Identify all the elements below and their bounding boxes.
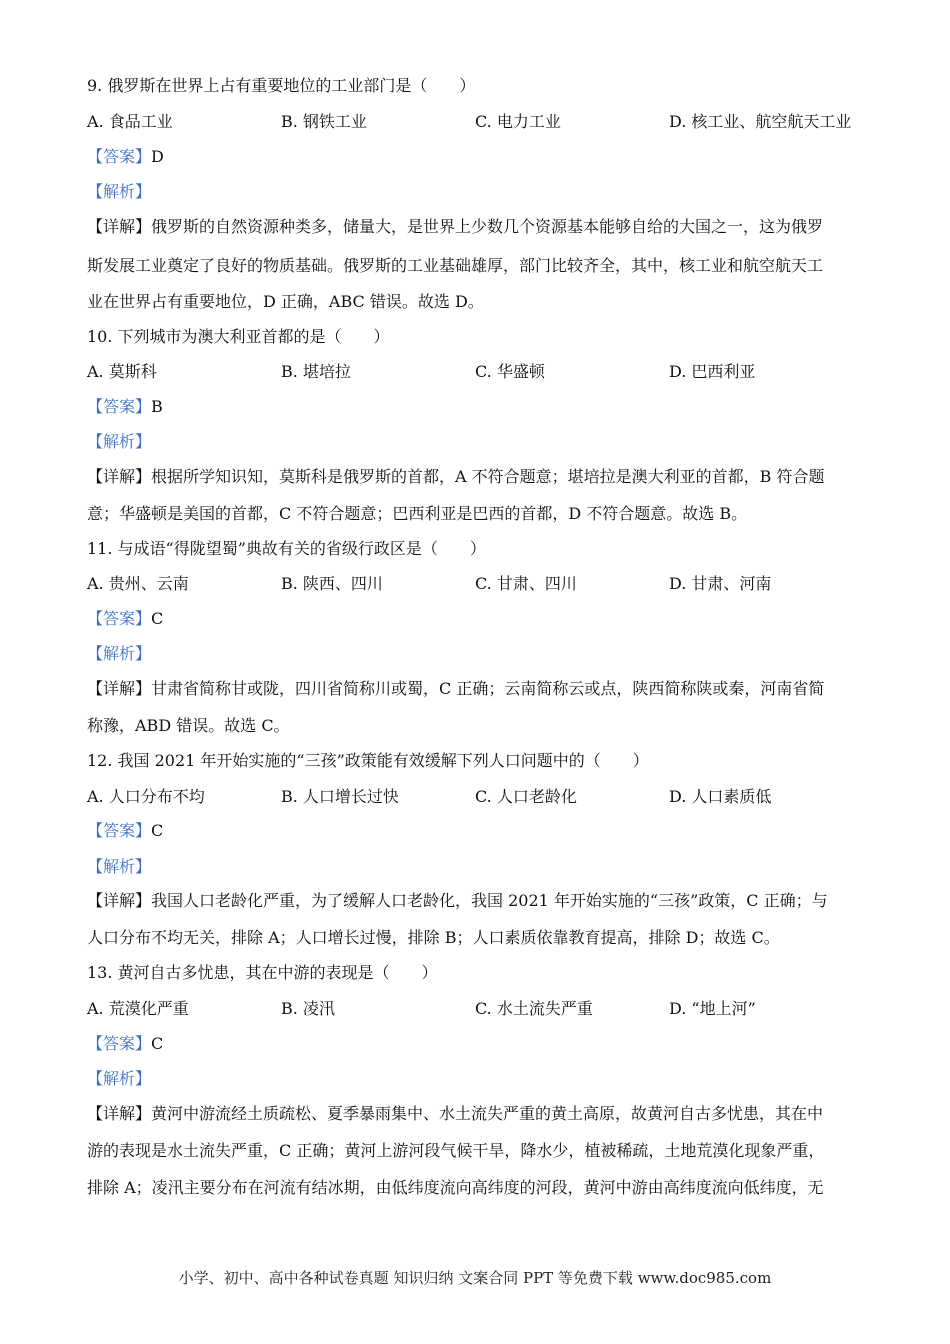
question-stem: 11. 与成语“得陇望蜀”典故有关的省级行政区是（ ）: [87, 539, 486, 558]
detail-line: [87, 891, 828, 911]
option-a: A. 莫斯科: [87, 362, 157, 381]
option-c: C. 电力工业: [475, 112, 561, 131]
option-a: A. 人口分布不均: [87, 787, 205, 806]
option-b: B. 钢铁工业: [281, 112, 367, 131]
analysis-label: 【解析】: [87, 1069, 152, 1088]
detail-label: 【详解】: [87, 1104, 152, 1123]
detail-text: 业在世界占有重要地位，D 正确，ABC 错误。故选 D。: [87, 292, 484, 311]
answer-value: C: [151, 1034, 164, 1053]
detail-text: 俄罗斯的自然资源种类多，储量大，是世界上少数几个资源基本能够自给的大国之一，这为俄罗: [151, 217, 824, 236]
option-d: D. 人口素质低: [669, 787, 772, 806]
analysis-label: 【解析】: [87, 644, 152, 663]
option-d: D. 巴西利亚: [669, 362, 756, 381]
detail-text: 甘肃省简称甘或陇，四川省简称川或蜀，C 正确；云南简称云或点，陕西简称陕或秦，河南省简: [151, 679, 825, 698]
answer-label: 【答案】: [87, 147, 152, 166]
question-stem: 12. 我国 2021 年开始实施的“三孩”政策能有效缓解下列人口问题中的（ ）: [87, 751, 649, 770]
option-b: B. 堪培拉: [281, 362, 351, 381]
option-a: A. 荒漠化严重: [87, 999, 189, 1018]
answer-label: 【答案】: [87, 1034, 152, 1053]
detail-label: 【详解】: [87, 679, 152, 698]
answer-value: C: [151, 821, 164, 840]
option-a: A. 贵州、云南: [87, 574, 189, 593]
option-c: C. 人口老龄化: [475, 787, 577, 806]
detail-label: 【详解】: [87, 891, 152, 910]
detail-line: [87, 217, 823, 237]
option-c: C. 华盛顿: [475, 362, 545, 381]
option-d: D. 甘肃、河南: [669, 574, 772, 593]
detail-label: 【详解】: [87, 217, 152, 236]
detail-text: 称豫，ABD 错误。故选 C。: [87, 716, 290, 735]
option-b: B. 凌汛: [281, 999, 335, 1018]
detail-label: 【详解】: [87, 467, 152, 486]
detail-text: 黄河中游流经土质疏松、夏季暴雨集中、水土流失严重的黄土高原，故黄河自古多忧患，其在中: [151, 1104, 824, 1123]
answer-value: C: [151, 609, 164, 628]
answer-line: [87, 1034, 163, 1054]
option-b: B. 陕西、四川: [281, 574, 383, 593]
analysis-label: 【解析】: [87, 182, 152, 201]
page-footer: 小学、初中、高中各种试卷真题 知识归纳 文案合同 PPT 等免费下载 www.doc985.com: [178, 1269, 772, 1287]
detail-text: 根据所学知识知，莫斯科是俄罗斯的首都，A 不符合题意；堪培拉是澳大利亚的首都，B 符合题: [151, 467, 825, 486]
answer-label: 【答案】: [87, 609, 152, 628]
analysis-label: 【解析】: [87, 857, 152, 876]
option-c: C. 水土流失严重: [475, 999, 593, 1018]
detail-text: 意；华盛顿是美国的首都，C 不符合题意；巴西利亚是巴西的首都，D 不符合题意。故选 B。: [87, 504, 748, 523]
analysis-label: 【解析】: [87, 432, 152, 451]
option-a: A. 食品工业: [87, 112, 173, 131]
question-stem: 9. 俄罗斯在世界上占有重要地位的工业部门是（ ）: [87, 76, 476, 95]
answer-line: [87, 609, 163, 629]
detail-line: [87, 1104, 823, 1124]
answer-line: [87, 821, 163, 841]
answer-line: [87, 147, 164, 167]
answer-value: D: [151, 147, 164, 166]
option-d: D. “地上河”: [669, 999, 756, 1018]
detail-text: 人口分布不均无关，排除 A；人口增长过慢，排除 B；人口素质依靠教育提高，排除 D；故选 C。: [87, 928, 780, 947]
detail-line: [87, 679, 824, 699]
detail-text: 斯发展工业奠定了良好的物质基础。俄罗斯的工业基础雄厚，部门比较齐全，其中，核工业和航空航天工: [87, 256, 824, 275]
question-stem: 13. 黄河自古多忧患，其在中游的表现是（ ）: [87, 963, 438, 982]
detail-line: [87, 467, 825, 487]
answer-label: 【答案】: [87, 397, 152, 416]
option-b: B. 人口增长过快: [281, 787, 399, 806]
question-stem: 10. 下列城市为澳大利亚首都的是（ ）: [87, 327, 390, 346]
detail-text: 游的表现是水土流失严重，C 正确；黄河上游河段气候干旱，降水少，植被稀疏，土地荒漠化现象严重，: [87, 1141, 825, 1160]
answer-label: 【答案】: [87, 821, 152, 840]
answer-value: B: [151, 397, 163, 416]
option-c: C. 甘肃、四川: [475, 574, 577, 593]
detail-text: 我国人口老龄化严重，为了缓解人口老龄化，我国 2021 年开始实施的“三孩”政策，C 正确；与: [151, 891, 828, 910]
option-d: D. 核工业、航空航天工业: [669, 112, 852, 131]
detail-text: 排除 A；凌汛主要分布在河流有结冰期，由低纬度流向高纬度的河段，黄河中游由高纬度流向低纬度，无: [87, 1178, 824, 1197]
answer-line: [87, 397, 163, 417]
